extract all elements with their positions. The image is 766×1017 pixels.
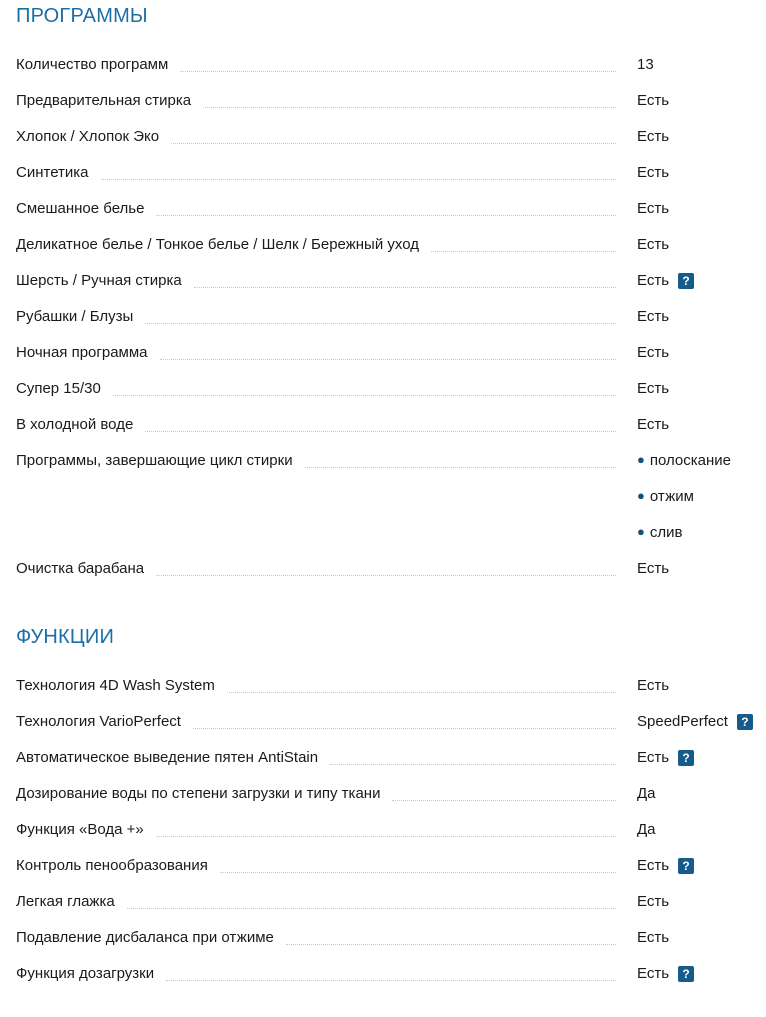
spec-value: Есть xyxy=(637,749,670,766)
spec-value: Есть xyxy=(637,308,670,325)
spec-value: Есть xyxy=(637,857,670,874)
spec-value: 13 xyxy=(637,56,654,73)
leader-dots xyxy=(305,467,616,468)
spec-name: Программы, завершающие цикл стирки xyxy=(16,452,293,469)
spec-value: Есть xyxy=(637,92,670,109)
leader-dots xyxy=(166,980,616,981)
spec-row-programs-count xyxy=(16,55,750,75)
leader-dots xyxy=(220,872,616,873)
leader-dots xyxy=(227,692,616,693)
spec-row-imbalance xyxy=(16,928,750,948)
spec-value: Да xyxy=(637,821,656,838)
spec-value-list-item: слив xyxy=(649,524,683,541)
spec-value: Есть xyxy=(637,164,670,181)
leader-dots xyxy=(101,179,616,180)
spec-value: Есть xyxy=(637,380,670,397)
spec-name: Функция «Вода +» xyxy=(16,821,144,838)
spec-row-mixed xyxy=(16,199,750,219)
spec-value-list-item: полоскание xyxy=(649,452,731,469)
spec-row-drum-clean xyxy=(16,559,750,579)
spec-row-synthetics xyxy=(16,163,750,183)
question-mark-square-icon[interactable]: ? xyxy=(678,750,694,766)
spec-row-cotton xyxy=(16,127,750,147)
spec-row-cycle-end-cont xyxy=(16,487,750,507)
spec-name: Хлопок / Хлопок Эко xyxy=(16,128,160,145)
spec-name: Легкая глажка xyxy=(16,893,115,910)
spec-row-super xyxy=(16,379,750,399)
spec-name: Предварительная стирка xyxy=(16,92,192,109)
leader-dots xyxy=(156,575,616,576)
question-mark-square-icon[interactable]: ? xyxy=(678,966,694,982)
spec-name: Количество программ xyxy=(16,56,169,73)
leader-dots xyxy=(286,944,616,945)
spec-name: Рубашки / Блузы xyxy=(16,308,134,325)
bullet-dot-icon: ● xyxy=(637,488,645,503)
leader-dots xyxy=(113,395,616,396)
spec-value: Есть xyxy=(637,128,670,145)
spec-value: Есть xyxy=(637,677,670,694)
bullet-dot-icon: ● xyxy=(637,452,645,467)
leader-dots xyxy=(431,251,616,252)
spec-row-water-dosing xyxy=(16,784,750,804)
spec-value: Есть xyxy=(637,560,670,577)
spec-name: Контроль пенообразования xyxy=(16,857,208,874)
spec-row-shirts xyxy=(16,307,750,327)
leader-dots xyxy=(156,836,616,837)
leader-dots xyxy=(156,215,616,216)
spec-row-night xyxy=(16,343,750,363)
spec-value: Есть xyxy=(637,344,670,361)
spec-row-reload xyxy=(16,964,750,984)
leader-dots xyxy=(180,71,616,72)
leader-dots xyxy=(194,287,616,288)
leader-dots xyxy=(330,764,616,765)
spec-name: Синтетика xyxy=(16,164,89,181)
spec-row-cold-water xyxy=(16,415,750,435)
question-mark-square-icon[interactable]: ? xyxy=(678,858,694,874)
spec-name: Подавление дисбаланса при отжиме xyxy=(16,929,274,946)
leader-dots xyxy=(171,143,616,144)
spec-row-delicate xyxy=(16,235,750,255)
leader-dots xyxy=(193,728,616,729)
spec-row-antistain xyxy=(16,748,750,768)
spec-name: Шерсть / Ручная стирка xyxy=(16,272,182,289)
bullet-dot-icon: ● xyxy=(637,524,645,539)
spec-name: Ночная программа xyxy=(16,344,148,361)
section-title-programs: ПРОГРАММЫ xyxy=(16,5,148,27)
spec-row-4d-wash xyxy=(16,676,750,696)
spec-value: Есть xyxy=(637,236,670,253)
spec-row-cycle-end-cont xyxy=(16,523,750,543)
leader-dots xyxy=(145,323,616,324)
spec-name: Технология VarioPerfect xyxy=(16,713,181,730)
spec-name: Технология 4D Wash System xyxy=(16,677,215,694)
spec-row-easy-iron xyxy=(16,892,750,912)
spec-name: Дозирование воды по степени загрузки и типу ткани xyxy=(16,785,381,802)
spec-value: Есть xyxy=(637,929,670,946)
spec-row-foam-control xyxy=(16,856,750,876)
question-mark-square-icon[interactable]: ? xyxy=(678,273,694,289)
spec-name: Деликатное белье / Тонкое белье / Шелк / Бережный уход xyxy=(16,236,419,253)
leader-dots xyxy=(145,431,616,432)
spec-row-varioperfect xyxy=(16,712,750,732)
spec-value: Есть xyxy=(637,272,670,289)
spec-name: Функция дозагрузки xyxy=(16,965,155,982)
spec-value-list-item: отжим xyxy=(649,488,694,505)
spec-row-prewash xyxy=(16,91,750,111)
spec-name: Супер 15/30 xyxy=(16,380,101,397)
spec-row-wool xyxy=(16,271,750,291)
spec-value: Да xyxy=(637,785,656,802)
leader-dots xyxy=(160,359,616,360)
spec-row-cycle-end xyxy=(16,451,750,471)
spec-name: Очистка барабана xyxy=(16,560,145,577)
leader-dots xyxy=(203,107,616,108)
spec-value: Есть xyxy=(637,965,670,982)
spec-value: Есть xyxy=(637,416,670,433)
spec-row-water-plus xyxy=(16,820,750,840)
spec-value: Есть xyxy=(637,200,670,217)
leader-dots xyxy=(127,908,616,909)
spec-name: Смешанное белье xyxy=(16,200,145,217)
spec-name: В холодной воде xyxy=(16,416,134,433)
section-title-functions: ФУНКЦИИ xyxy=(16,626,115,648)
spec-value: SpeedPerfect xyxy=(637,713,728,730)
leader-dots xyxy=(392,800,616,801)
spec-name: Автоматическое выведение пятен AntiStain xyxy=(16,749,319,766)
question-mark-square-icon[interactable]: ? xyxy=(737,714,753,730)
spec-value: Есть xyxy=(637,893,670,910)
